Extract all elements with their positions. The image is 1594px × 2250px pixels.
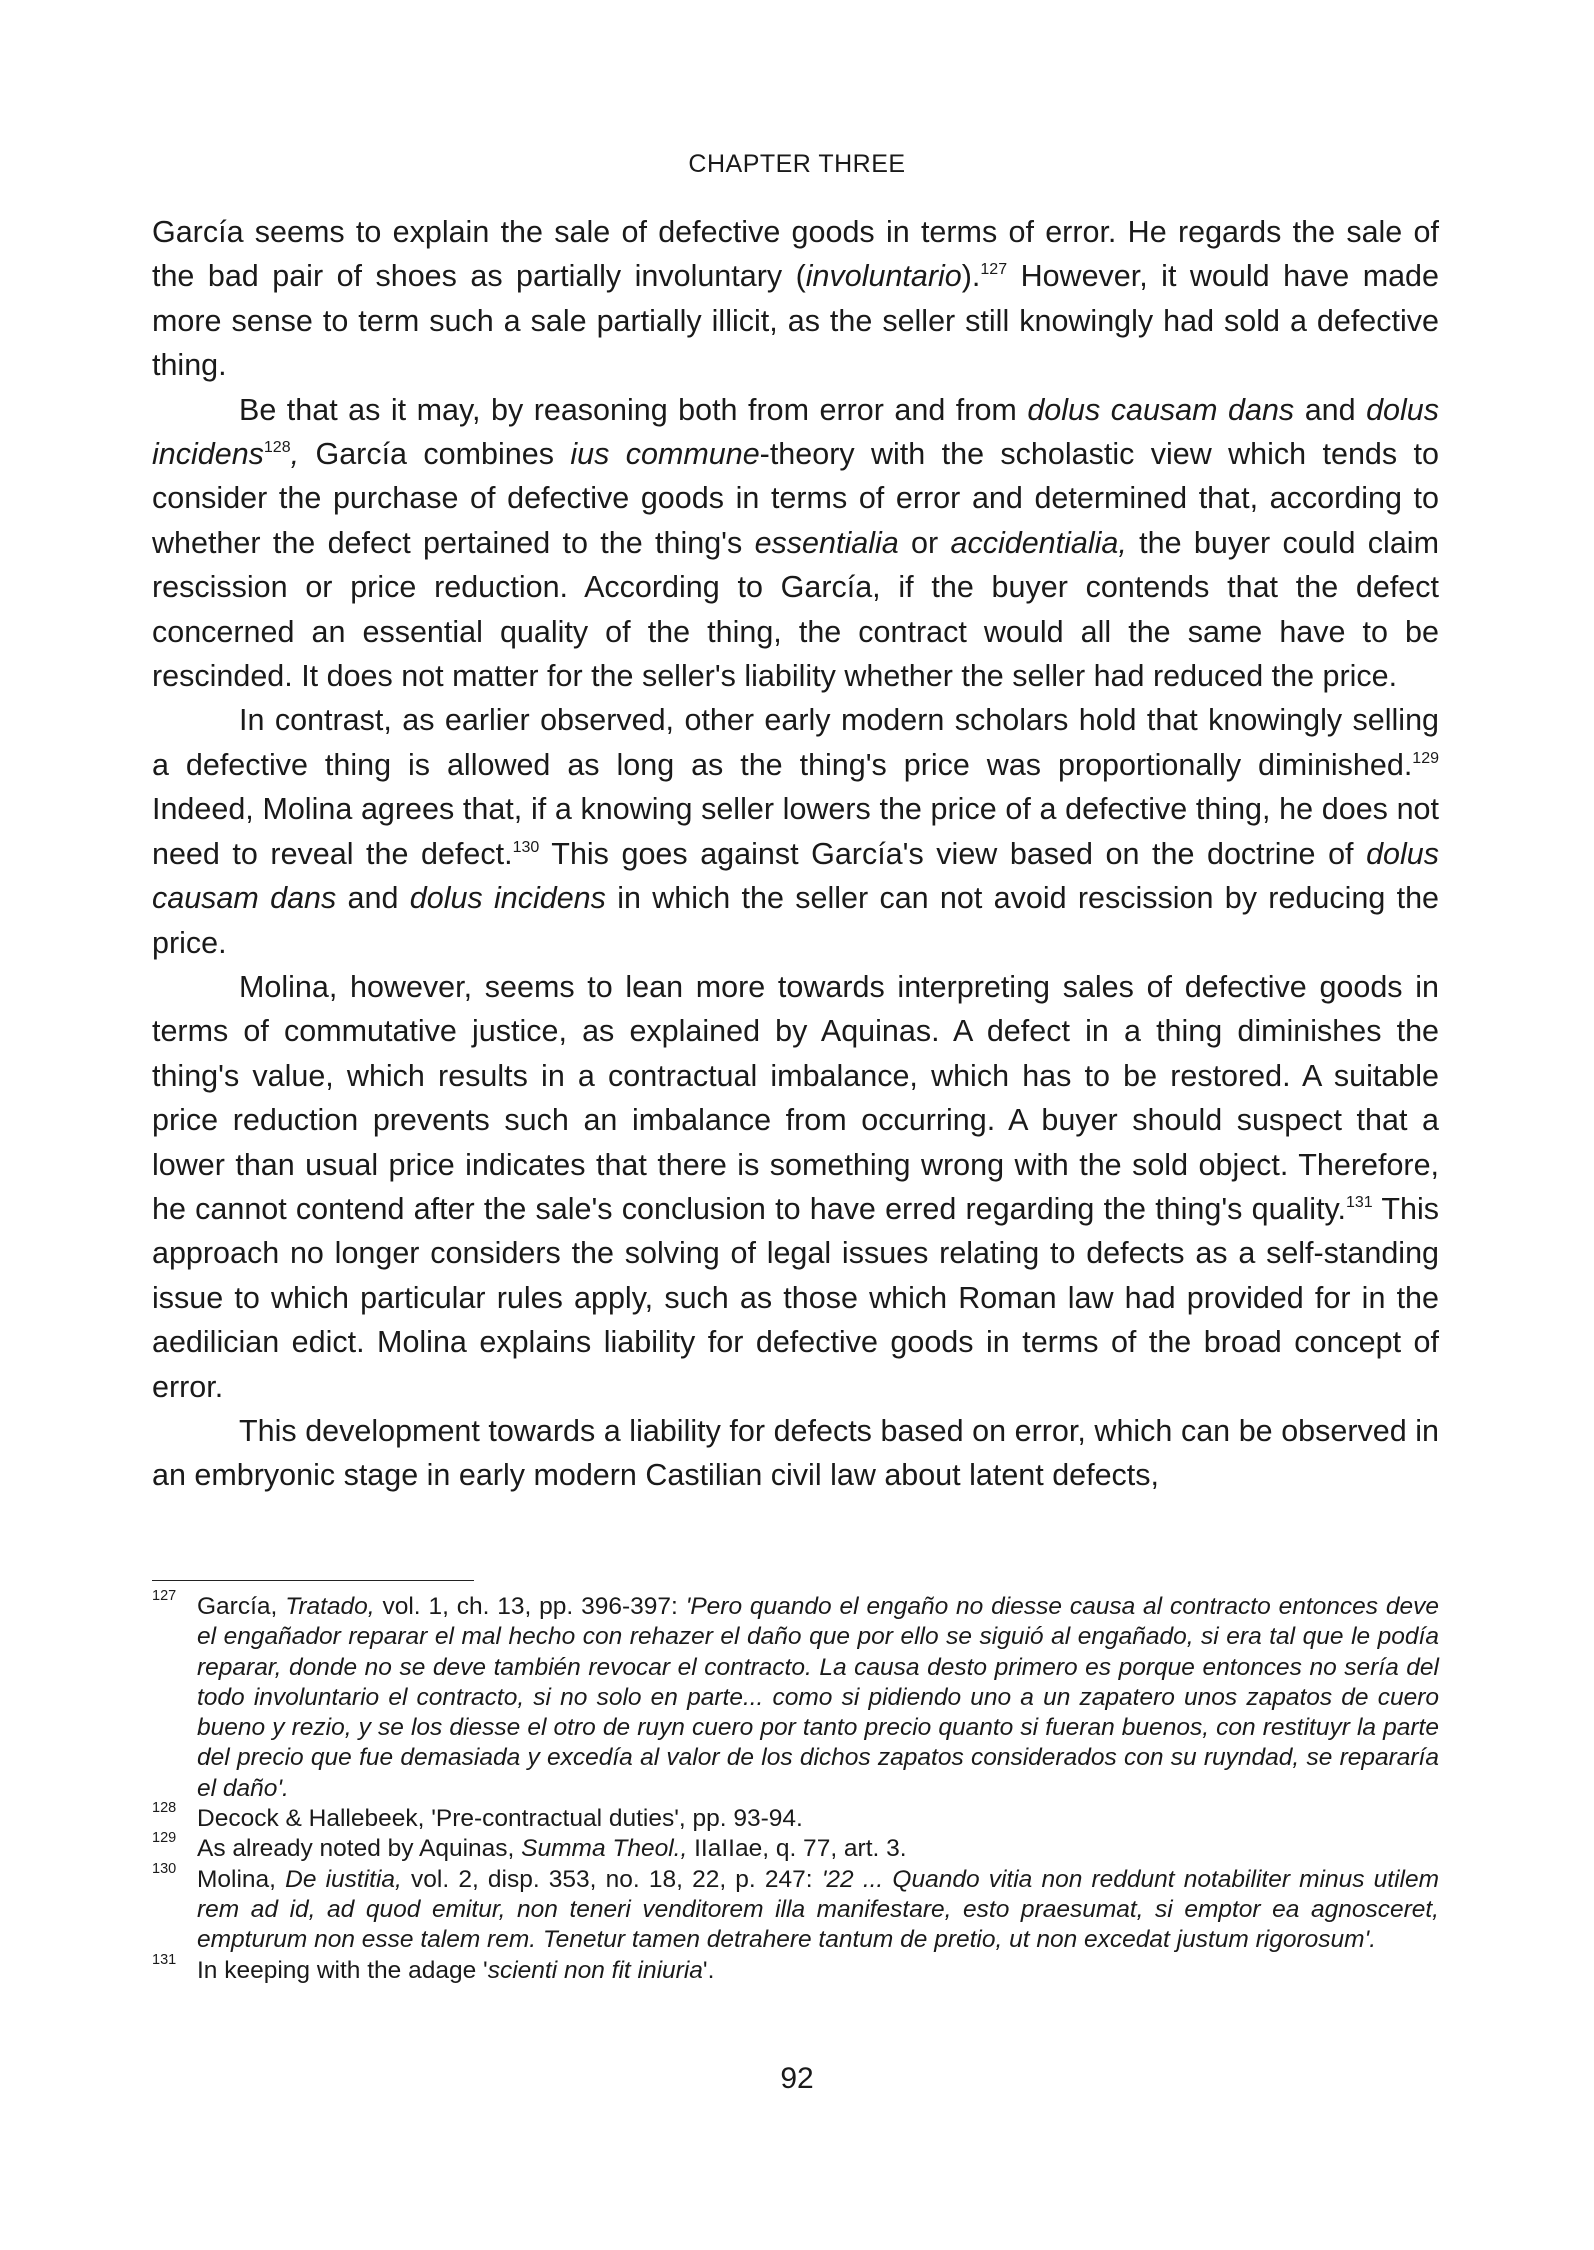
footnote-129: 129 As already noted by Aquinas, Summa Theol., IIaIIae, q. 77, art. 3. <box>152 1830 907 1863</box>
paragraph-1: García seems to explain the sale of defective goods in terms of error. He regards the sale of the bad pair of shoes as partially involuntary (involuntario).$^{127}$ However, it would have made more sense to term such a sale partially illicit, as the seller still knowingly had sold a defective thing. <box>152 215 1439 383</box>
footnote-ref-127[interactable]: 127 <box>980 261 1008 279</box>
footnote-ref-130[interactable]: 130 <box>512 838 540 856</box>
footnote-number: 127 <box>152 1588 177 1604</box>
footnote-127: 127 García, Tratado, vol. 1, ch. 13, pp. 396-397: 'Pero quando el engaño no diesse causa al contracto entonces deve el engañador reparar el mal hecho con rehazer el daño que por ello se siguió al engañado, si era tal que le podía reparar, donde no se deve también revocar el contracto. La causa desto primero es porque entonces no sería del todo involuntario el contracto, si no solo en parte... como si pidiendo uno a un zapatero unos zapatos de cuero bueno y rezio, y se los diesse el otro de ruyn cuero por tanto precio quanto si fueran buenos, con restituyr la parte del precio que fue demasiada y excedía al valor de los dichos zapatos considerados con su ruyndad, se repararía el daño'. <box>152 1588 1440 1802</box>
footnote-130: 130 Molina, De iustitia, vol. 2, disp. 353, no. 18, 22, p. 247: '22 ... Quando vitia non reddunt notabiliter minus utilem rem ad id, ad quod emitur, non teneri venditorem illa manifestare, esto praesumat, si emptor ea agnosceret, empturum non esse talem rem. Tenetur tamen detrahere tantum de pretio, ut non excedat justum rigorosum'. <box>152 1860 1439 1954</box>
footnote-131: 131 In keeping with the adage 'scienti non fit iniuria'. <box>152 1951 715 1984</box>
footnote-128: 128 Decock & Hallebeek, 'Pre-contractual duties', pp. 93-94. <box>152 1800 803 1833</box>
footnote-ref-131[interactable]: 131 <box>1346 1193 1373 1211</box>
footnote-ref-129[interactable]: 129 <box>1412 749 1439 767</box>
paragraph-2: Be that as it may, by reasoning both from error and from dolus causam dans and dolus incidens$^{128}$, García combines ius commune-theory with the scholastic view which tends to consider the purchase of defective goods in terms of error and determined that, according to whether the defect pertained to the thing's essentialia or accidentialia, the buyer could claim rescission or price reduction. According to García, if the buyer contends that the defect concerned an essential quality of the thing, the contract would all the same have to be rescinded. It does not matter for the seller's liability whether the seller had reduced the price. <box>152 392 1440 694</box>
body-text <box>152 210 1439 1498</box>
footnote-number: 128 <box>152 1800 177 1817</box>
footnote-ref-128[interactable]: 128 <box>263 439 291 457</box>
footnote-number: 131 <box>152 1951 177 1968</box>
footnote-number: 130 <box>152 1860 177 1877</box>
paragraph-4: Molina, however, seems to lean more towards interpreting sales of defective goods in terms of commutative justice, as explained by Aquinas. A defect in a thing diminishes the thing's value, which results in a contractual imbalance, which has to be restored. A suitable price reduction prevents such an imbalance from occurring. A buyer should suspect that a lower than usual price indicates that there is something wrong with the sold object. Therefore, he cannot contend after the sale's conclusion to have erred regarding the thing's quality.$^{131}$ This approach no longer considers the solving of legal issues relating to defects as a self-standing issue to which particular rules apply, such as those which Roman law had provided for in the aedilician edict. Molina explains liability for defective goods in terms of the broad concept of error. <box>152 969 1439 1404</box>
paragraph-5: This development towards a liability for defects based on error, which can be observed in an embryonic stage in early modern Castilian civil law about latent defects, <box>152 1413 1439 1493</box>
footnotes <box>152 1588 1440 1986</box>
footnote-number: 129 <box>152 1830 177 1847</box>
paragraph-3: In contrast, as earlier observed, other early modern scholars hold that knowingly selling a defective thing is allowed as long as the thing's price was proportionally diminished.$^{129}$ Indeed, Molina agrees that, if a knowing seller lowers the price of a defective thing, he does not need to reveal the defect.$^{130}$ This goes against García's view based on the doctrine of dolus causam dans and dolus incidens in which the seller can not avoid rescission by reducing the price. <box>152 703 1440 960</box>
footnote-separator <box>152 1580 474 1581</box>
running-head: CHAPTER THREE <box>688 150 906 178</box>
page-number: 92 <box>780 2062 814 2095</box>
